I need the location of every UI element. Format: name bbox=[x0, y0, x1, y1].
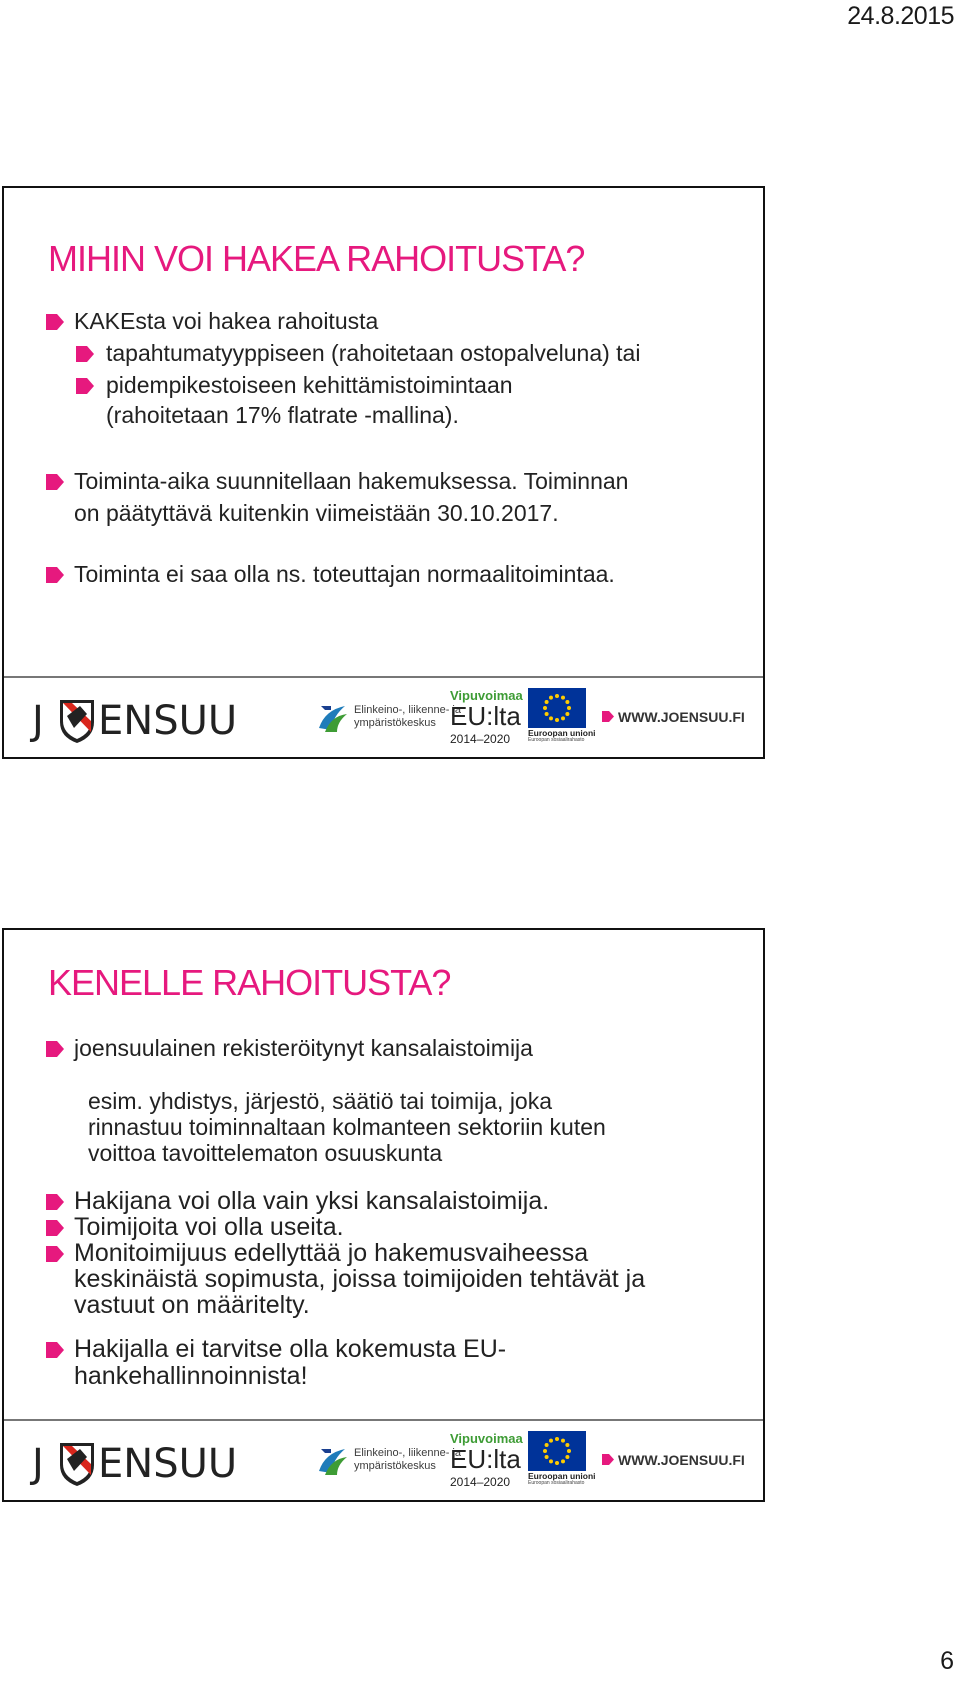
bullet-icon bbox=[46, 1194, 64, 1210]
page-date: 24.8.2015 bbox=[847, 2, 954, 30]
eu-fund-label: Euroopan sosiaalirahasto bbox=[528, 1480, 585, 1486]
bullet-icon bbox=[76, 378, 94, 394]
bullet-text: Monitoimijuus edellyttää jo hakemusvaiheessa bbox=[74, 1239, 589, 1267]
svg-text:ENSUU: ENSUU bbox=[98, 1441, 238, 1487]
example-text: rinnastuu toiminnaltaan kolmanteen sektoriin kuten bbox=[88, 1114, 606, 1140]
bullet-text: tapahtumatyyppiseen (rahoitetaan ostopalveluna) tai bbox=[106, 340, 641, 366]
bullet-text: Toiminta ei saa olla ns. toteuttajan normaalitoimintaa. bbox=[74, 561, 615, 587]
bullet-text: vastuut on määritelty. bbox=[74, 1291, 310, 1319]
bullet-text: pidempikestoiseen kehittämistoimintaan bbox=[106, 372, 513, 398]
ely-logo-text: Elinkeino-, liikenne- ja ympäristökeskus bbox=[354, 704, 461, 729]
ely-logo-icon bbox=[317, 1443, 349, 1477]
bullet-icon bbox=[46, 1342, 64, 1358]
arrow-icon bbox=[602, 1454, 614, 1465]
bullet-icon bbox=[46, 474, 64, 490]
bullet-text: Toiminta-aika suunnitellaan hakemuksessa. Toiminnan bbox=[74, 468, 629, 494]
joensuu-logo-icon bbox=[32, 1435, 238, 1487]
bullet-icon bbox=[76, 346, 94, 362]
bullet-text: hankehallinnoinnista! bbox=[74, 1362, 308, 1390]
bullet-icon bbox=[46, 1041, 64, 1057]
example-text: voittoa tavoittelematon osuuskunta bbox=[88, 1140, 443, 1166]
website-link[interactable]: WWW.JOENSUU.FI bbox=[602, 709, 745, 725]
eu-flag-icon bbox=[528, 688, 586, 728]
example-text: esim. yhdistys, järjestö, säätiö tai toimija, joka bbox=[88, 1088, 553, 1114]
slide-title: KENELLE RAHOITUSTA? bbox=[48, 962, 451, 1003]
website-link[interactable]: WWW.JOENSUU.FI bbox=[602, 1452, 745, 1468]
slide-footer: J ENSUU Elinkeino-, liikenne- ja ympäristökeskus Vipuvoimaa EU:lta 2014–2020 Euroopan unioni Euroopan sosiaalirahasto WWW.JOENSUU.FI bbox=[4, 1419, 763, 1501]
bullet-text: Hakijalla ei tarvitse olla kokemusta EU- bbox=[74, 1335, 507, 1363]
bullet-text: KAKEsta voi hakea rahoitusta bbox=[74, 308, 379, 334]
bullet-icon bbox=[46, 1220, 64, 1236]
ely-logo-text: Elinkeino-, liikenne- ja ympäristökeskus bbox=[354, 1447, 461, 1472]
bullet-text: on päätyttävä kuitenkin viimeistään 30.10.2017. bbox=[74, 500, 559, 526]
slide-title: MIHIN VOI HAKEA RAHOITUSTA? bbox=[48, 238, 585, 279]
joensuu-logo-icon bbox=[32, 692, 238, 744]
bullet-text: keskinäistä sopimusta, joissa toimijoiden tehtävät ja bbox=[74, 1265, 646, 1293]
bullet-text: Hakijana voi olla vain yksi kansalaistoimija. bbox=[74, 1187, 550, 1215]
bullet-text: (rahoitetaan 17% flatrate -mallina). bbox=[106, 402, 459, 428]
eu-label: Euroopan unioni bbox=[528, 1471, 596, 1481]
page-number: 6 bbox=[940, 1647, 954, 1675]
bullet-icon bbox=[46, 567, 64, 583]
bullet-text: Toimijoita voi olla useita. bbox=[74, 1213, 344, 1241]
eu-fund-label: Euroopan sosiaalirahasto bbox=[528, 737, 585, 743]
bullet-text: joensuulainen rekisteröitynyt kansalaistoimija bbox=[74, 1035, 533, 1061]
ely-logo-icon bbox=[317, 700, 349, 734]
arrow-icon bbox=[602, 711, 614, 722]
bullet-icon bbox=[46, 314, 64, 330]
slide-funding-targets bbox=[2, 186, 765, 759]
eu-flag-icon bbox=[528, 1431, 586, 1471]
svg-text:J: J bbox=[32, 1441, 44, 1487]
slide-footer: J ENSUU Elinkeino-, liikenne- ja ympäristökeskus Vipuvoimaa EU:lta 2014–2020 Euroopan unioni Euroopan sosiaalirahasto WWW.JOENSUU.FI bbox=[4, 676, 763, 758]
svg-text:ENSUU: ENSUU bbox=[98, 698, 238, 744]
svg-text:J: J bbox=[32, 698, 44, 744]
eu-label: Euroopan unioni bbox=[528, 728, 596, 738]
bullet-icon bbox=[46, 1246, 64, 1262]
slide-who-can-apply bbox=[2, 928, 765, 1502]
